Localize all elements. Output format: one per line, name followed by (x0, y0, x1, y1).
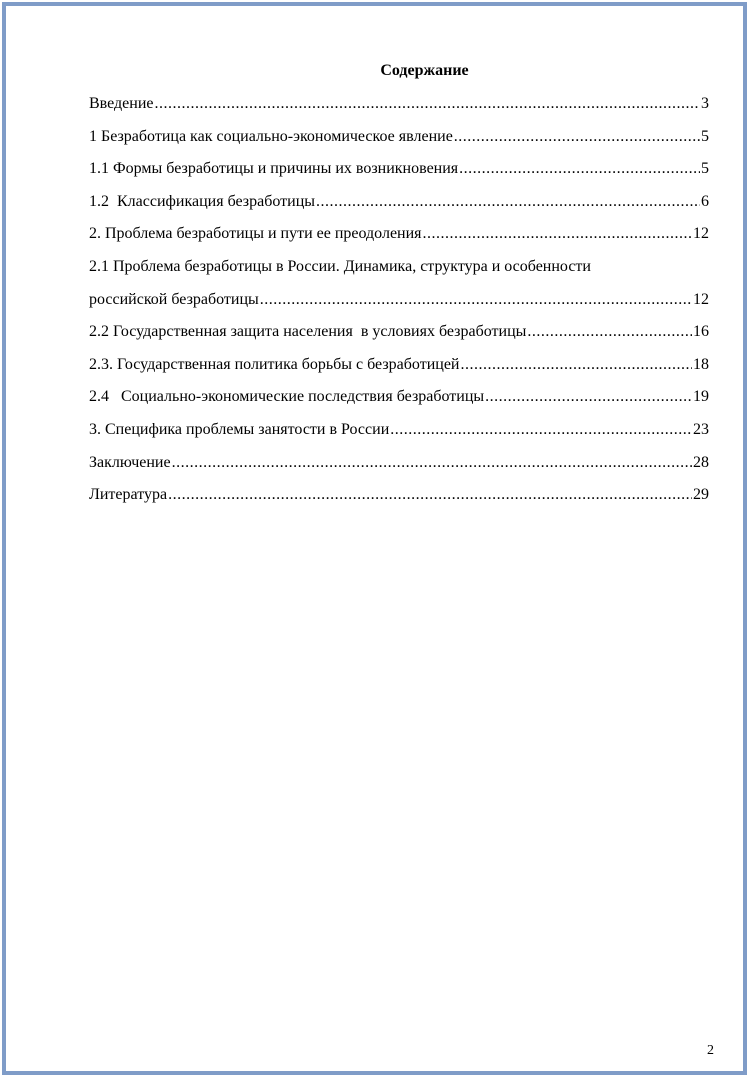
page-number: 2 (707, 1043, 714, 1058)
toc-entry-3[interactable] (89, 419, 709, 452)
toc-entry-1[interactable] (89, 126, 709, 159)
dot-leader (423, 223, 692, 244)
toc-entry-text: 3. Специфика проблемы занятости в России (89, 420, 390, 438)
toc-entry-2-2[interactable] (89, 321, 709, 354)
toc-entry-text: Литература (89, 486, 168, 504)
dot-leader (172, 452, 692, 473)
toc-entry-page: 29 (693, 486, 709, 504)
toc-entry-page: 18 (693, 355, 709, 373)
toc-entry-introduction[interactable] (89, 93, 709, 126)
toc-entry-text-line2: российской безработицы (89, 290, 259, 308)
toc-entry-text-line1: 2.1 Проблема безработицы в России. Динамика, структура и особенности (89, 257, 591, 275)
toc-entry-conclusion[interactable] (89, 452, 709, 485)
toc-entry-line2 (89, 289, 709, 322)
toc-entry-text: 2.3. Государственная политика борьбы с безработицей (89, 355, 460, 373)
toc-entry-page: 5 (701, 127, 709, 145)
dot-leader (485, 386, 692, 407)
toc-entry-text: Заключение (89, 453, 171, 471)
toc-entry-page: 12 (693, 290, 709, 308)
dot-leader (155, 93, 701, 114)
toc-entry-page: 19 (693, 388, 709, 406)
toc-entry-2[interactable] (89, 223, 709, 256)
toc-entry-page: 3 (701, 95, 709, 112)
dot-leader (460, 354, 692, 375)
dot-leader (168, 484, 692, 505)
dot-leader (316, 191, 700, 212)
toc-entry-page: 6 (701, 192, 709, 210)
dot-leader (459, 158, 700, 179)
toc-entry-1-1[interactable] (89, 158, 709, 191)
dot-leader (454, 126, 700, 147)
toc-entry-page: 5 (701, 160, 709, 178)
toc-entry-literature[interactable] (89, 484, 709, 517)
toc-title: Содержание (380, 62, 469, 79)
toc-entry-2-4[interactable] (89, 386, 709, 419)
dot-leader (390, 419, 692, 440)
table-of-contents (89, 93, 709, 517)
toc-entry-text: Введение (89, 95, 154, 112)
toc-entry-2-1[interactable] (89, 256, 709, 321)
toc-entry-page: 23 (693, 420, 709, 438)
toc-entry-2-3[interactable] (89, 354, 709, 387)
dot-leader (527, 321, 692, 342)
toc-entry-page: 16 (693, 323, 709, 341)
toc-entry-text: 1.2 Классификация безработицы (89, 192, 316, 210)
toc-entry-page: 28 (693, 453, 709, 471)
toc-entry-1-2[interactable] (89, 191, 709, 224)
toc-entry-text: 2.2 Государственная защита населения в условиях безработицы (89, 323, 527, 341)
toc-entry-text: 1.1 Формы безработицы и причины их возникновения (89, 160, 459, 178)
toc-entry-text: 2. Проблема безработицы и пути ее преодоления (89, 225, 422, 243)
toc-entry-text: 2.4 Социально-экономические последствия безработицы (89, 388, 485, 406)
toc-entry-text: 1 Безработица как социально-экономическое явление (89, 127, 453, 145)
toc-entry-page: 12 (693, 225, 709, 243)
dot-leader (260, 289, 692, 310)
